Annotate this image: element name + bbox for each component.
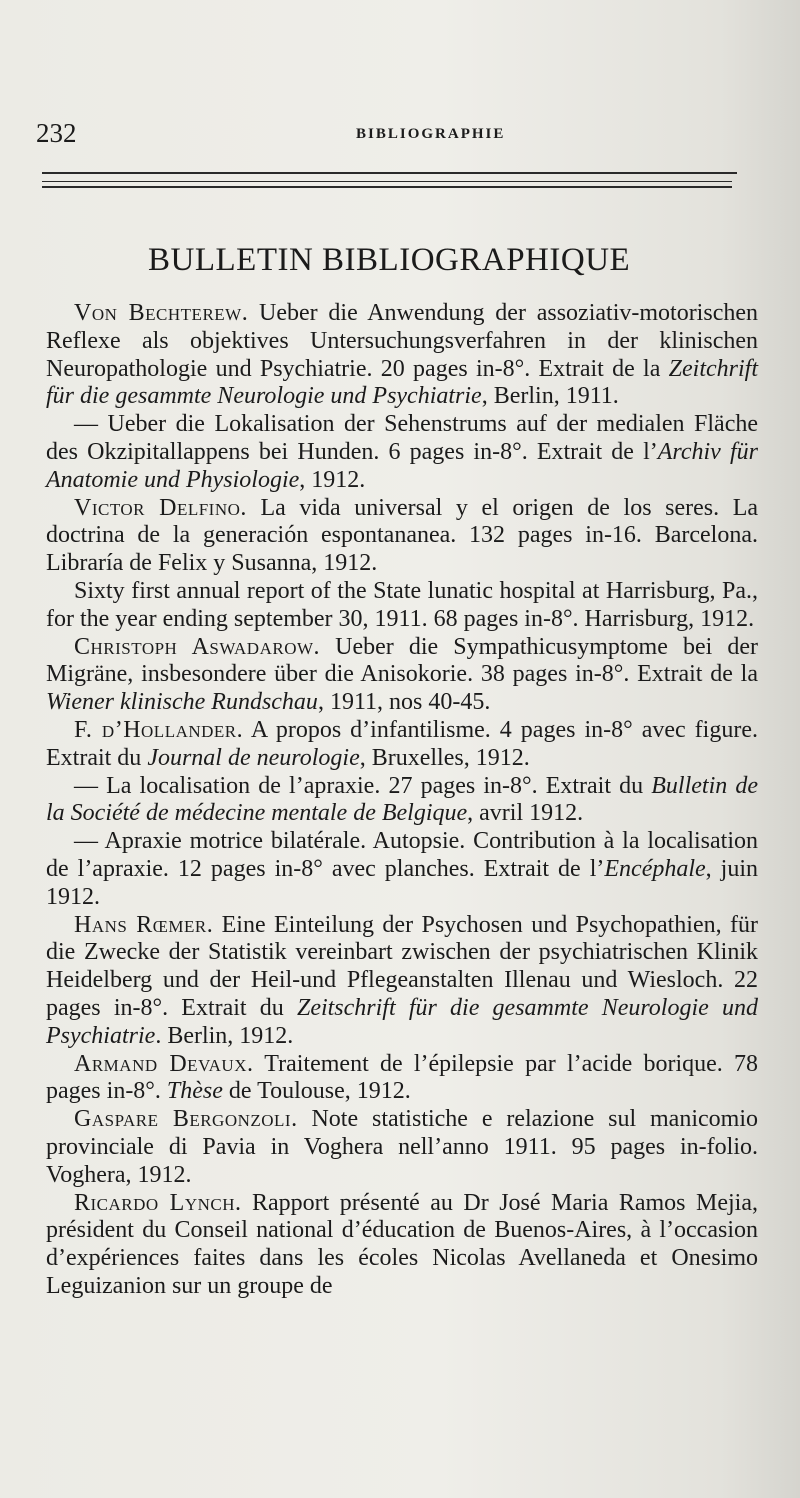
entry-author: Ricardo Lynch. <box>74 1189 242 1216</box>
bibliography-list <box>46 300 758 1301</box>
entry-text: Sixty first annual report of the State lunatic hospital at Harrisburg, Pa., for the year ending september 30, 1911. 68 pages in-8°. Harrisburg, 1912. <box>46 577 758 632</box>
entry-publication: Thèse <box>166 1078 223 1105</box>
entry-publication: Bulletin de la Société de médecine mentale de Belgique <box>46 772 759 827</box>
bibliography-entry <box>46 495 758 578</box>
entry-text: La vida universal y el origen de los seres. La doctrina de la generación espontananea. 132 pages in-16. Barcelona. Libraría de Felix y Susanna, 1912. <box>46 494 759 577</box>
entry-text: A propos d’infantilisme. 4 pages in-8° avec figure. Extrait du <box>46 716 758 771</box>
entry-author: Victor Delfino. <box>74 494 247 521</box>
entry-publication: Encéphale <box>604 855 706 882</box>
running-head: BIBLIOGRAPHIE <box>356 126 506 142</box>
entry-text: — Ueber die Lokalisation der Sehenstrums auf der medialen Fläche des Okzipitallappens bei Hunden. 6 pages in-8°. Extrait de l’ <box>46 411 758 465</box>
entry-publication: Wiener klinische Rundschau <box>46 689 318 716</box>
bibliography-entry <box>46 634 758 717</box>
entry-text-end: , 1911, nos 40-45. <box>317 689 491 716</box>
bibliography-entry <box>46 300 758 411</box>
entry-publication: Zeitschrift für die gesammte Neurologie und Psychiatrie <box>46 994 758 1049</box>
entry-text-end: , Bruxelles, 1912. <box>359 744 530 771</box>
bibliography-entry <box>46 1051 758 1107</box>
bibliography-entry <box>46 773 758 829</box>
header-rule-middle <box>42 181 732 182</box>
entry-text: Eine Einteilung der Psychosen und Psychopathien, für die Zwecke der Statistik vereinbart zwischen der psychiatrischen Klinik Heidelberg und der Heil-und Pflegeanstalten Illenau und Wiesloch. 22 pages in-8°. Extrait du <box>46 911 758 1021</box>
bibliography-entry <box>46 578 758 634</box>
entry-publication: Journal de neurologie <box>147 744 360 771</box>
entry-publication: Archiv für Anatomie und Physiologie <box>46 438 758 493</box>
bibliography-entry <box>46 717 758 773</box>
section-title: BULLETIN BIBLIOGRAPHIQUE <box>148 242 631 278</box>
entry-author: Christoph Aswadarow. <box>74 633 321 660</box>
entry-publication: Zeitchrift für die gesammte Neurologie und Psychiatrie <box>46 355 758 410</box>
bibliography-entry <box>46 1106 758 1189</box>
entry-text: Ueber die Anwendung der assoziativ-motorischen Reflexe als objektives Untersuchungsverfahren in der klinischen Neuropathologie und Psychiatrie. 20 pages in-8°. Extrait de la <box>46 300 758 382</box>
bibliography-entry <box>46 1190 758 1301</box>
entry-text-end: , avril 1912. <box>467 800 584 827</box>
entry-author: F. d’Hollander. <box>74 716 244 743</box>
entry-author: Hans Rœmer. <box>74 911 214 938</box>
entry-text: Note statistiche e relazione sul manicomio provinciale di Pavia in Voghera nell’anno 1911. 95 pages in-folio. Voghera, 1912. <box>46 1106 758 1188</box>
entry-text-end: , Berlin, 1911. <box>481 383 619 410</box>
bibliography-entry <box>46 912 758 1051</box>
entry-text-end: . Berlin, 1912. <box>155 1022 294 1049</box>
header-rule-top <box>42 172 737 174</box>
entry-text-end: de Toulouse, 1912. <box>222 1078 411 1105</box>
entry-author: Von Bechterew. <box>74 300 249 326</box>
header-rule-bottom <box>42 186 732 188</box>
entry-author: Gaspare Bergonzoli. <box>74 1106 298 1133</box>
page-number: 232 <box>36 118 77 148</box>
page-header <box>36 118 736 158</box>
entry-text: — La localisation de l’apraxie. 27 pages in-8°. Extrait du <box>74 772 652 799</box>
entry-text: Rapport présenté au Dr José Maria Ramos Mejia, président du Conseil national d’éducation de Buenos-Aires, à l’occasion d’expériences faites dans les écoles Nicolas Avellaneda et Onesimo Leguizanion sur un groupe de <box>46 1189 758 1299</box>
entry-text-end: , 1912. <box>299 466 366 493</box>
entry-author: Armand Devaux. <box>74 1050 254 1077</box>
entry-text: — Apraxie motrice bilatérale. Autopsie. Contribution à la localisation de l’apraxie. 12 pages in-8° avec planches. Extrait de l’ <box>46 828 758 882</box>
bibliography-entry <box>46 828 758 911</box>
bibliography-entry <box>46 411 758 494</box>
entry-text-end: , juin 1912. <box>46 855 759 910</box>
entry-text: Traitement de l’épilepsie par l’acide borique. 78 pages in-8°. <box>46 1050 759 1105</box>
entry-text: Ueber die Sympathicusymptome bei der Migräne, insbesondere über die Anisokorie. 38 pages in-8°. Extrait de la <box>46 633 758 688</box>
